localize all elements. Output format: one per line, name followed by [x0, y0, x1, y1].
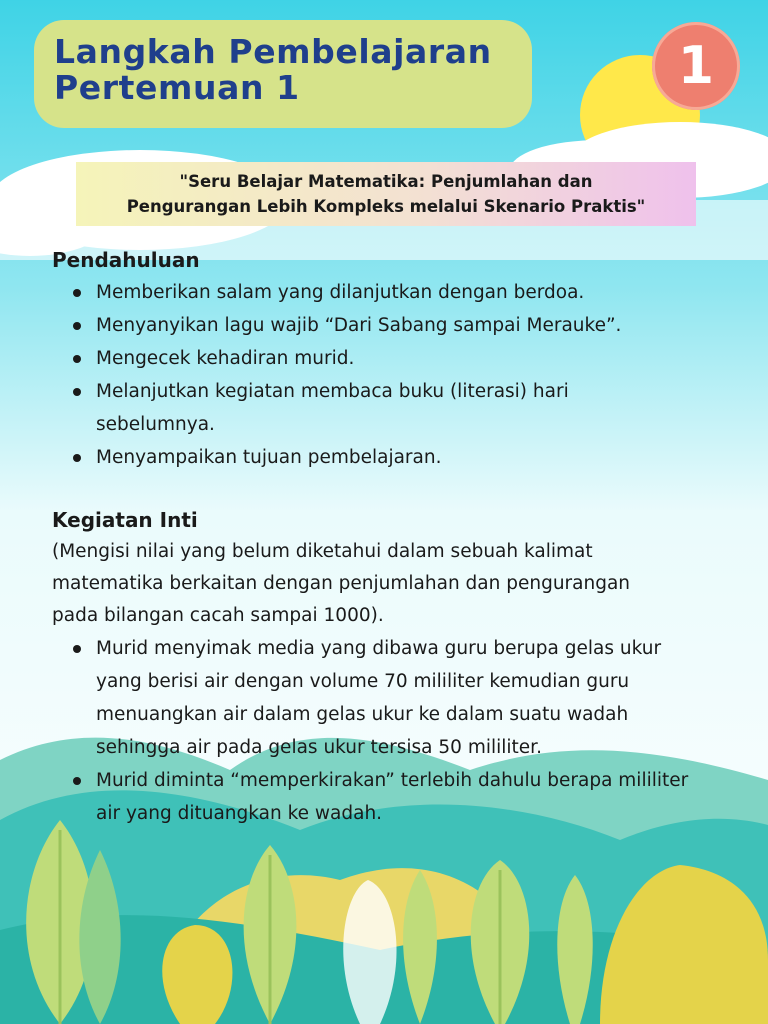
page-title-line-1: Langkah Pembelajaran [54, 32, 492, 71]
lesson-content [52, 244, 722, 830]
list-item: Menyanyikan lagu wajib “Dari Sabang sampai Merauke”. [52, 309, 722, 342]
list-item: Murid diminta “memperkirakan” terlebih dahulu berapa mililiter air yang dituangkan ke wadah. [52, 764, 696, 830]
list-item: Menyampaikan tujuan pembelajaran. [52, 441, 722, 474]
badge-number: 1 [677, 36, 715, 96]
list-item: Memberikan salam yang dilanjutkan dengan berdoa. [52, 276, 722, 309]
list-item: Melanjutkan kegiatan membaca buku (literasi) hari sebelumnya. [52, 375, 656, 441]
subtitle-line-1: "Seru Belajar Matematika: Penjumlahan dan [179, 172, 593, 191]
list-item: Murid menyimak media yang dibawa guru berupa gelas ukur yang berisi air dengan volume 70 mililiter kemudian guru menuangkan air dalam gelas ukur ke dalam suatu wadah sehingga air pada gelas ukur tersisa 50 mililiter. [52, 632, 696, 764]
subtitle-box [76, 162, 696, 226]
section-heading-pendahuluan: Pendahuluan [52, 248, 200, 272]
title-box [34, 20, 532, 128]
page-title-line-2: Pertemuan 1 [54, 68, 300, 107]
section-heading-kegiatan-inti: Kegiatan Inti [52, 508, 198, 532]
list-item: Mengecek kehadiran murid. [52, 342, 722, 375]
kegiatan-inti-intro: (Mengisi nilai yang belum diketahui dalam sebuah kalimat matematika berkaitan dengan penjumlahan dan pengurangan pada bilangan cacah sampai 1000). [52, 541, 631, 626]
subtitle-line-2: Pengurangan Lebih Kompleks melalui Skenario Praktis" [126, 197, 646, 216]
number-badge [652, 22, 740, 110]
